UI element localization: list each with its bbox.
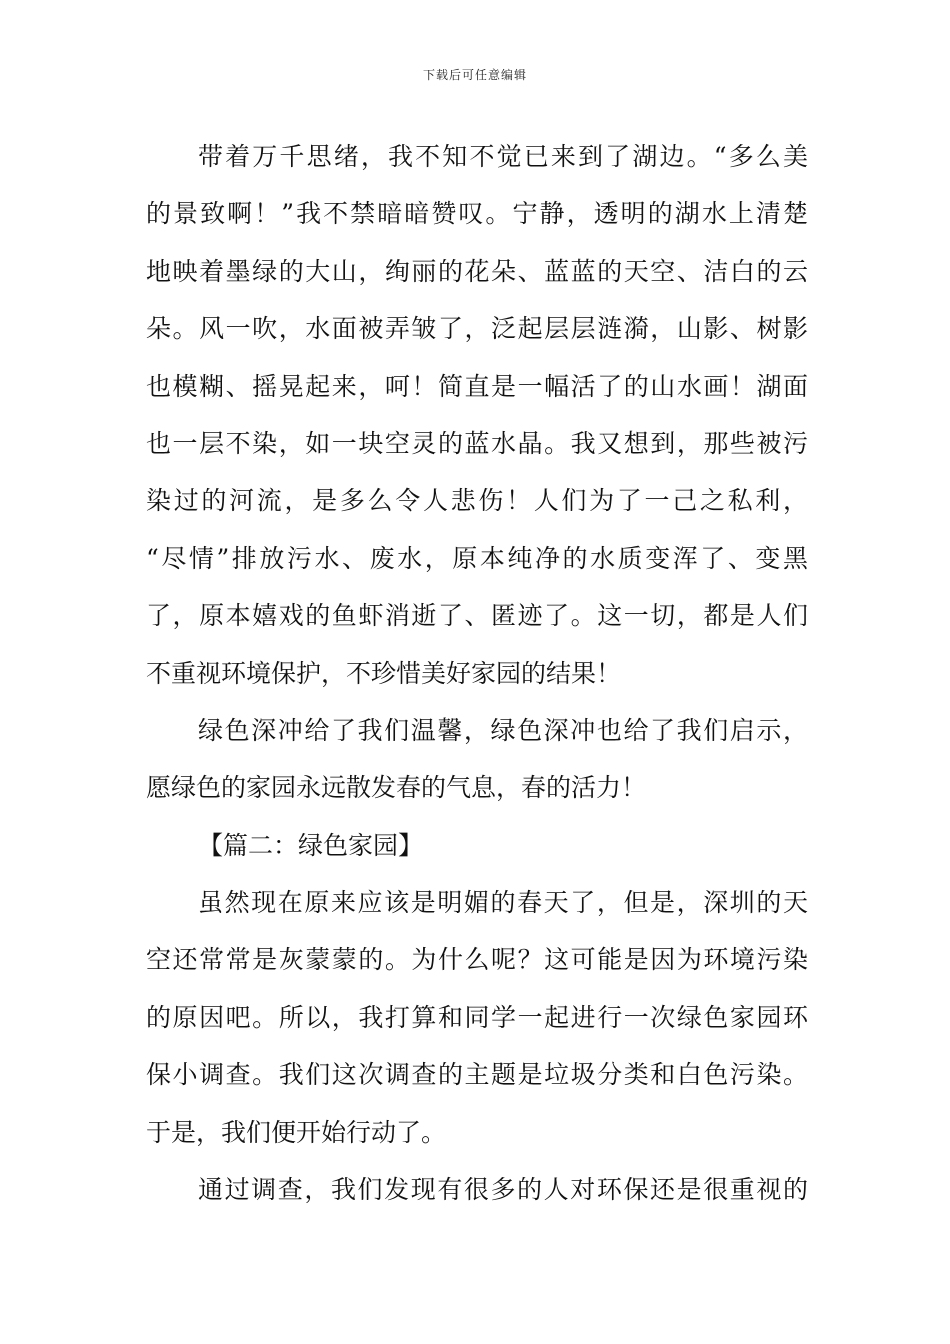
text-line: 保小调查。我们这次调查的主题是垃圾分类和白色污染。 [146, 1060, 808, 1090]
text-line: 的原因吧。所以，我打算和同学一起进行一次绿色家园环 [146, 1002, 808, 1032]
section-heading: 【篇二：绿色家园】 [198, 830, 424, 860]
text-line: 于是，我们便开始行动了。 [146, 1117, 447, 1147]
text-line: 的景致啊！”我不禁暗暗赞叹。宁静，透明的湖水上清楚 [146, 199, 808, 229]
text-line: 不重视环境保护，不珍惜美好家园的结果！ [146, 658, 622, 688]
text-line: 愿绿色的家园永远散发春的气息，春的活力！ [146, 773, 647, 803]
text-line: 带着万千思绪，我不知不觉已来到了湖边。“多么美 [198, 142, 808, 171]
text-line: 染过的河流，是多么令人悲伤！人们为了一己之私利， [146, 486, 808, 516]
text-line: 也一层不染，如一块空灵的蓝水晶。我又想到，那些被污 [146, 428, 808, 458]
text-line: 也模糊、摇晃起来，呵！简直是一幅活了的山水画！湖面 [146, 371, 808, 401]
page-header: 下载后可任意编辑 [422, 68, 527, 82]
text-line: 虽然现在原来应该是明媚的春天了，但是，深圳的天 [198, 888, 808, 918]
text-line: “尽情”排放污水、废水，原本纯净的水质变浑了、变黑 [146, 543, 808, 573]
text-line: 绿色深冲给了我们温馨，绿色深冲也给了我们启示， [198, 715, 808, 745]
text-line: 地映着墨绿的大山，绚丽的花朵、蓝蓝的天空、洁白的云 [146, 256, 808, 286]
text-line: 通过调查，我们发现有很多的人对环保还是很重视的 [198, 1175, 808, 1205]
text-line: 了，原本嬉戏的鱼虾消逝了、匿迹了。这一切，都是人们 [146, 601, 808, 631]
text-line: 朵。风一吹，水面被弄皱了，泛起层层涟漪，山影、树影 [146, 314, 808, 344]
document-body [146, 128, 808, 1218]
text-line: 空还常常是灰蒙蒙的。为什么呢？这可能是因为环境污染 [146, 945, 808, 975]
